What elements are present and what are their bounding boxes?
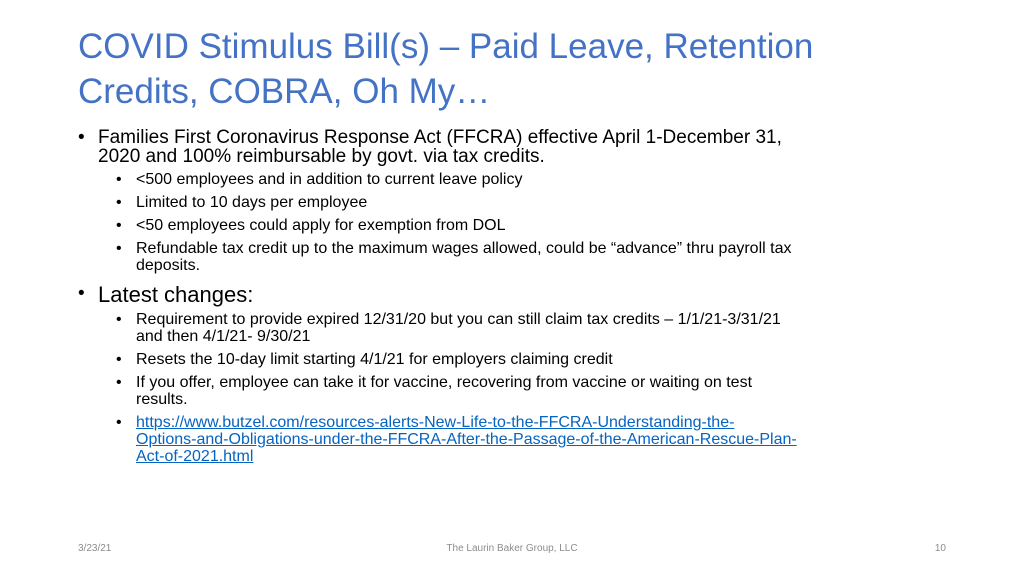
bullet-dot-icon: • — [116, 171, 122, 188]
bullet-dot-icon: • — [78, 283, 85, 304]
bullet-latest-changes — [78, 284, 958, 306]
footer-page-number: 10 — [934, 543, 946, 554]
sub-bullet-reference-link — [78, 414, 958, 465]
sub-bullet-text: Refundable tax credit up to the maximum wages allowed, could be “advance” thru payroll tax — [136, 240, 792, 257]
bullet-dot-icon: • — [116, 240, 122, 257]
sub-bullet-text: <500 employees and in addition to current leave policy — [136, 171, 523, 188]
butzel-article-link[interactable] — [136, 414, 958, 465]
sub-bullet-employee-count — [78, 171, 958, 188]
footer-company: The Laurin Baker Group, LLC — [446, 543, 578, 554]
sub-bullet-text: <50 employees could apply for exemption from DOL — [136, 217, 506, 234]
title-line-2: Credits, COBRA, Oh My… — [78, 72, 491, 111]
bullet-dot-icon: • — [116, 374, 122, 391]
sub-bullet-text: Requirement to provide expired 12/31/20 but you can still claim tax credits – 1/1/21-3/31/21 — [136, 311, 781, 328]
bullet-dot-icon: • — [116, 194, 122, 211]
sub-bullet-requirement — [78, 311, 958, 345]
footer-date: 3/23/21 — [78, 543, 112, 554]
bullet-text-line: Families First Coronavirus Response Act (FFCRA) effective April 1-December 31, — [98, 127, 782, 148]
sub-bullet-text: deposits. — [136, 257, 201, 274]
sub-bullet-reset-limit — [78, 351, 958, 368]
slide-title — [78, 24, 958, 114]
bullet-text-line: Latest changes: — [98, 282, 254, 307]
sub-bullet-text: Limited to 10 days per employee — [136, 194, 368, 211]
sub-bullet-days-limit — [78, 194, 958, 211]
sub-bullet-exemption — [78, 217, 958, 234]
bullet-dot-icon: • — [78, 127, 85, 148]
sub-bullet-text: and then 4/1/21- 9/30/21 — [136, 328, 311, 345]
sub-bullet-vaccine — [78, 374, 958, 408]
sub-bullet-text: Resets the 10-day limit starting 4/1/21 for employers claiming credit — [136, 351, 613, 368]
bullet-dot-icon: • — [116, 217, 122, 234]
title-line-1: COVID Stimulus Bill(s) – Paid Leave, Retention — [78, 27, 814, 66]
bullet-dot-icon: • — [116, 414, 122, 431]
bullet-ffcra — [78, 128, 958, 166]
bullet-dot-icon: • — [116, 351, 122, 368]
sub-bullet-text: If you offer, employee can take it for vaccine, recovering from vaccine or waiting on test — [136, 374, 753, 391]
slide-content — [78, 128, 958, 465]
bullet-text-line: 2020 and 100% reimbursable by govt. via tax credits. — [98, 146, 545, 167]
link-text-line[interactable]: Act-of-2021.html — [136, 448, 254, 465]
link-text-line[interactable]: Options-and-Obligations-under-the-FFCRA-After-the-Passage-of-the-American-Rescue-Plan- — [136, 431, 797, 448]
bullet-dot-icon: • — [116, 311, 122, 328]
sub-bullet-text: results. — [136, 391, 188, 408]
link-text-line[interactable]: https://www.butzel.com/resources-alerts-New-Life-to-the-FFCRA-Understanding-the- — [136, 414, 735, 431]
sub-bullet-tax-credit — [78, 240, 958, 274]
